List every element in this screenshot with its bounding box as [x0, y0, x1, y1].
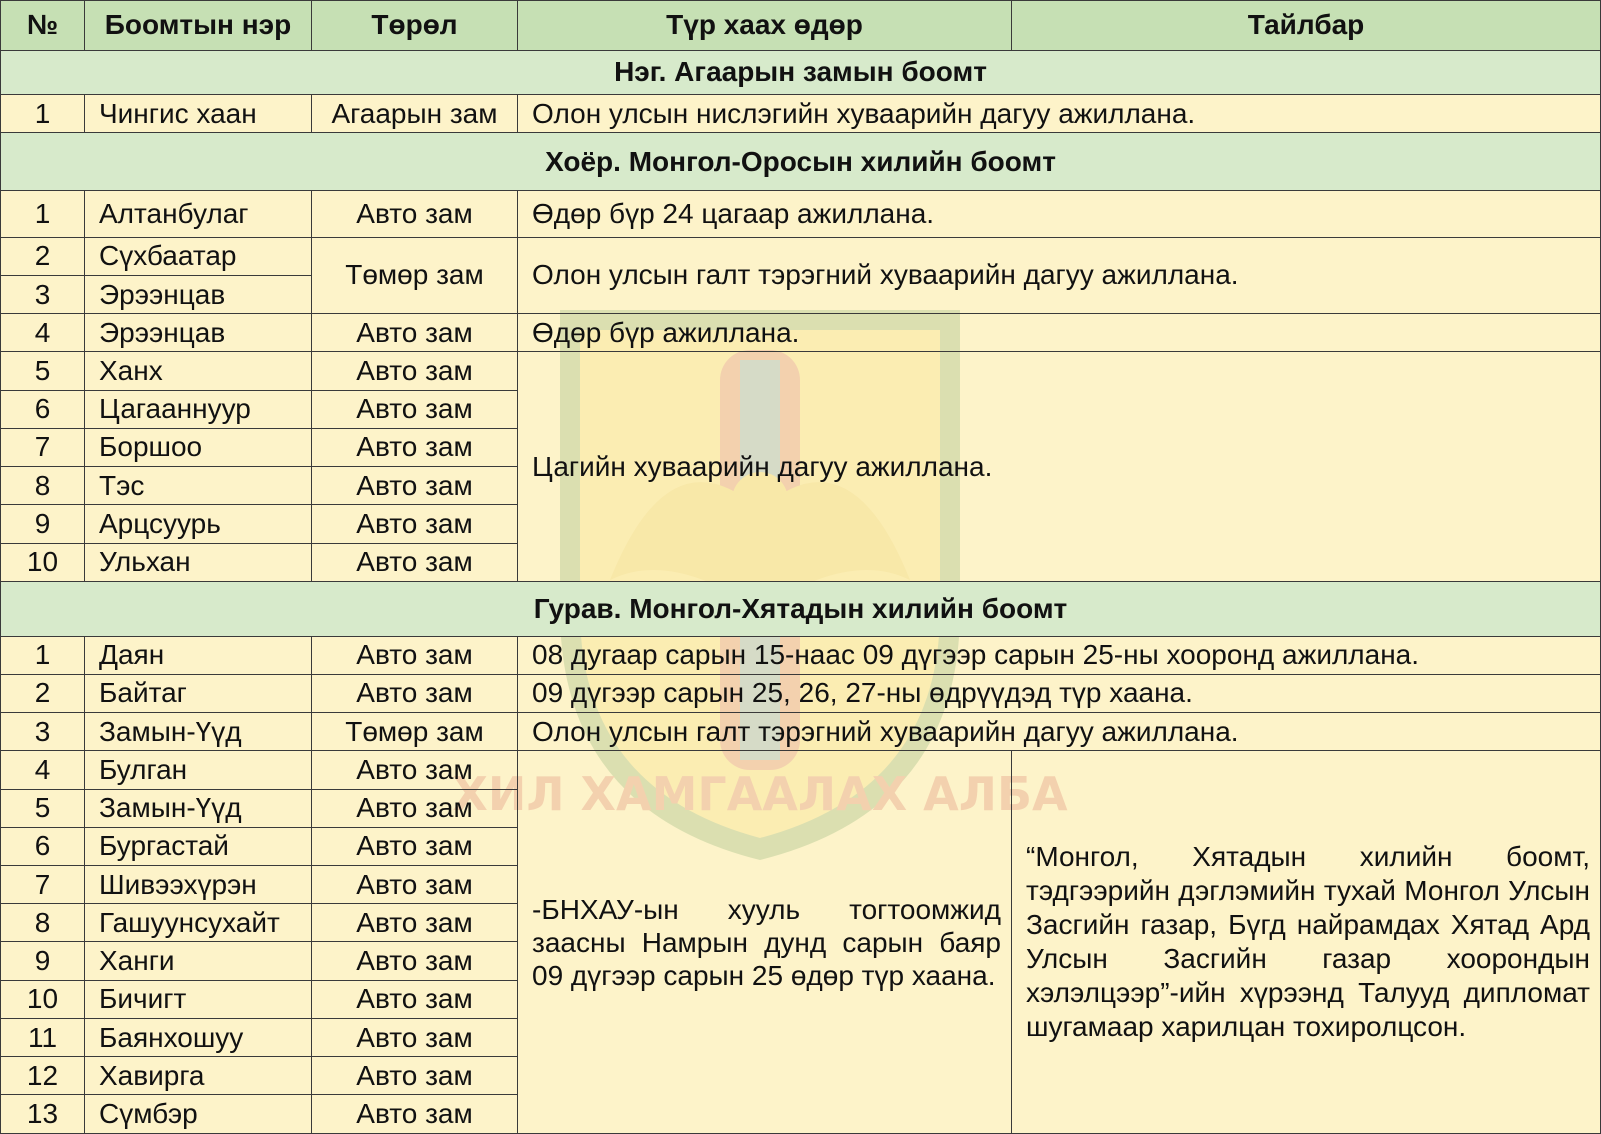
section-title-china: Гурав. Монгол-Хятадын хилийн боомт: [1, 581, 1601, 636]
row-num: 1: [1, 191, 85, 238]
row-num: 8: [1, 467, 85, 505]
row-num: 12: [1, 1057, 85, 1095]
row-type: Агаарын зам: [312, 95, 518, 133]
row-num: 10: [1, 980, 85, 1018]
row-port-name: Байтаг: [85, 674, 312, 712]
row-port-name: Сүмбэр: [85, 1095, 312, 1134]
row-type: Авто зам: [312, 942, 518, 980]
table-row: [1, 674, 1601, 712]
section-row: [1, 50, 1601, 94]
row-num: 6: [1, 390, 85, 428]
row-type: Төмөр зам: [312, 713, 518, 751]
table-row: [1, 352, 1601, 390]
table-row: [1, 95, 1601, 133]
row-num: 11: [1, 1018, 85, 1056]
closure-note: -БНХАУ-ын хууль тогтоомжид заасны Намрын дунд сарын баяр 09 дүгээр сарын 25 өдөр түр хаана.: [518, 751, 1012, 1134]
row-num: 3: [1, 713, 85, 751]
row-port-name: Шивээхүрэн: [85, 865, 312, 903]
row-port-name: Боршоо: [85, 428, 312, 466]
row-note: 08 дугаар сарын 15-наас 09 дүгээр сарын 25-ны хооронд ажиллана.: [518, 636, 1601, 674]
row-num: 4: [1, 314, 85, 352]
section-title-air: Нэг. Агаарын замын боомт: [1, 50, 1601, 94]
table-row: [1, 713, 1601, 751]
row-type: Төмөр зам: [312, 237, 518, 313]
row-port-name: Сүхбаатар: [85, 237, 312, 275]
row-port-name: Цагааннуур: [85, 390, 312, 428]
row-port-name: Арцсуурь: [85, 505, 312, 543]
row-num: 1: [1, 95, 85, 133]
row-port-name: Ульхан: [85, 543, 312, 581]
section-row: [1, 581, 1601, 636]
row-type: Авто зам: [312, 543, 518, 581]
row-type: Авто зам: [312, 467, 518, 505]
header-row: [1, 1, 1601, 51]
header-type: Төрөл: [312, 1, 518, 51]
row-type: Авто зам: [312, 980, 518, 1018]
row-type: Авто зам: [312, 827, 518, 865]
row-note: 09 дүгээр сарын 25, 26, 27-ны өдрүүдэд түр хаана.: [518, 674, 1601, 712]
row-port-name: Эрээнцав: [85, 314, 312, 352]
row-port-name: Баянхошуу: [85, 1018, 312, 1056]
emblem-text: ХИЛ ХАМГААЛАХ АЛБА: [452, 767, 1068, 821]
row-type: Авто зам: [312, 191, 518, 238]
row-num: 2: [1, 674, 85, 712]
row-type: Авто зам: [312, 904, 518, 942]
row-type: Авто зам: [312, 314, 518, 352]
row-type: Авто зам: [312, 1057, 518, 1095]
row-num: 7: [1, 428, 85, 466]
row-port-name: Ханх: [85, 352, 312, 390]
section-title-russia: Хоёр. Монгол-Оросын хилийн боомт: [1, 133, 1601, 191]
row-type: Авто зам: [312, 674, 518, 712]
row-num: 8: [1, 904, 85, 942]
row-type: Авто зам: [312, 636, 518, 674]
row-num: 4: [1, 751, 85, 789]
row-note: Өдөр бүр 24 цагаар ажиллана.: [518, 191, 1601, 238]
table-row: [1, 751, 1601, 789]
row-num: 13: [1, 1095, 85, 1134]
row-num: 6: [1, 827, 85, 865]
row-type: Авто зам: [312, 865, 518, 903]
table-row: [1, 314, 1601, 352]
row-type: Авто зам: [312, 1018, 518, 1056]
row-port-name: Ханги: [85, 942, 312, 980]
row-num: 1: [1, 636, 85, 674]
row-note: Олон улсын галт тэрэгний хуваарийн дагуу ажиллана.: [518, 237, 1601, 313]
row-port-name: Чингис хаан: [85, 95, 312, 133]
row-port-name: Замын-Үүд: [85, 713, 312, 751]
row-port-name: Эрээнцав: [85, 275, 312, 313]
header-port-name: Боомтын нэр: [85, 1, 312, 51]
row-type: Авто зам: [312, 1095, 518, 1134]
row-port-name: Замын-Үүд: [85, 789, 312, 827]
header-num: №: [1, 1, 85, 51]
row-port-name: Тэс: [85, 467, 312, 505]
header-closure-date: Түр хаах өдөр: [518, 1, 1012, 51]
section-row: [1, 133, 1601, 191]
row-type: Авто зам: [312, 751, 518, 789]
row-num: 5: [1, 352, 85, 390]
table-row: [1, 237, 1601, 275]
row-num: 7: [1, 865, 85, 903]
row-num: 9: [1, 505, 85, 543]
row-type: Авто зам: [312, 505, 518, 543]
table-row: [1, 636, 1601, 674]
row-num: 10: [1, 543, 85, 581]
row-port-name: Бичигт: [85, 980, 312, 1018]
row-port-name: Алтанбулаг: [85, 191, 312, 238]
row-port-name: Булган: [85, 751, 312, 789]
row-num: 3: [1, 275, 85, 313]
row-type: Авто зам: [312, 352, 518, 390]
row-num: 5: [1, 789, 85, 827]
row-port-name: Бургастай: [85, 827, 312, 865]
header-remark: Тайлбар: [1012, 1, 1601, 51]
row-type: Авто зам: [312, 789, 518, 827]
agreement-remark: “Монгол, Хятадын хилийн боомт, тэдгээрийн дэглэмийн тухай Монгол Улсын Засгийн газар, Бүгд найрамдах Хятад Ард Улсын Засгийн газар хоорондын хэлэлцээр”-ийн хүрээнд Талууд дипломат шугамаар харилцан тохиролцсон.: [1012, 751, 1601, 1134]
row-note: Өдөр бүр ажиллана.: [518, 314, 1601, 352]
row-type: Авто зам: [312, 390, 518, 428]
row-port-name: Гашуунсухайт: [85, 904, 312, 942]
row-note: Олон улсын нислэгийн хуваарийн дагуу ажиллана.: [518, 95, 1601, 133]
table-row: [1, 191, 1601, 238]
row-num: 2: [1, 237, 85, 275]
row-note: Цагийн хуваарийн дагуу ажиллана.: [518, 352, 1601, 581]
row-port-name: Хавирга: [85, 1057, 312, 1095]
row-note: Олон улсын галт тэрэгний хуваарийн дагуу ажиллана.: [518, 713, 1601, 751]
row-type: Авто зам: [312, 428, 518, 466]
row-port-name: Даян: [85, 636, 312, 674]
row-num: 9: [1, 942, 85, 980]
